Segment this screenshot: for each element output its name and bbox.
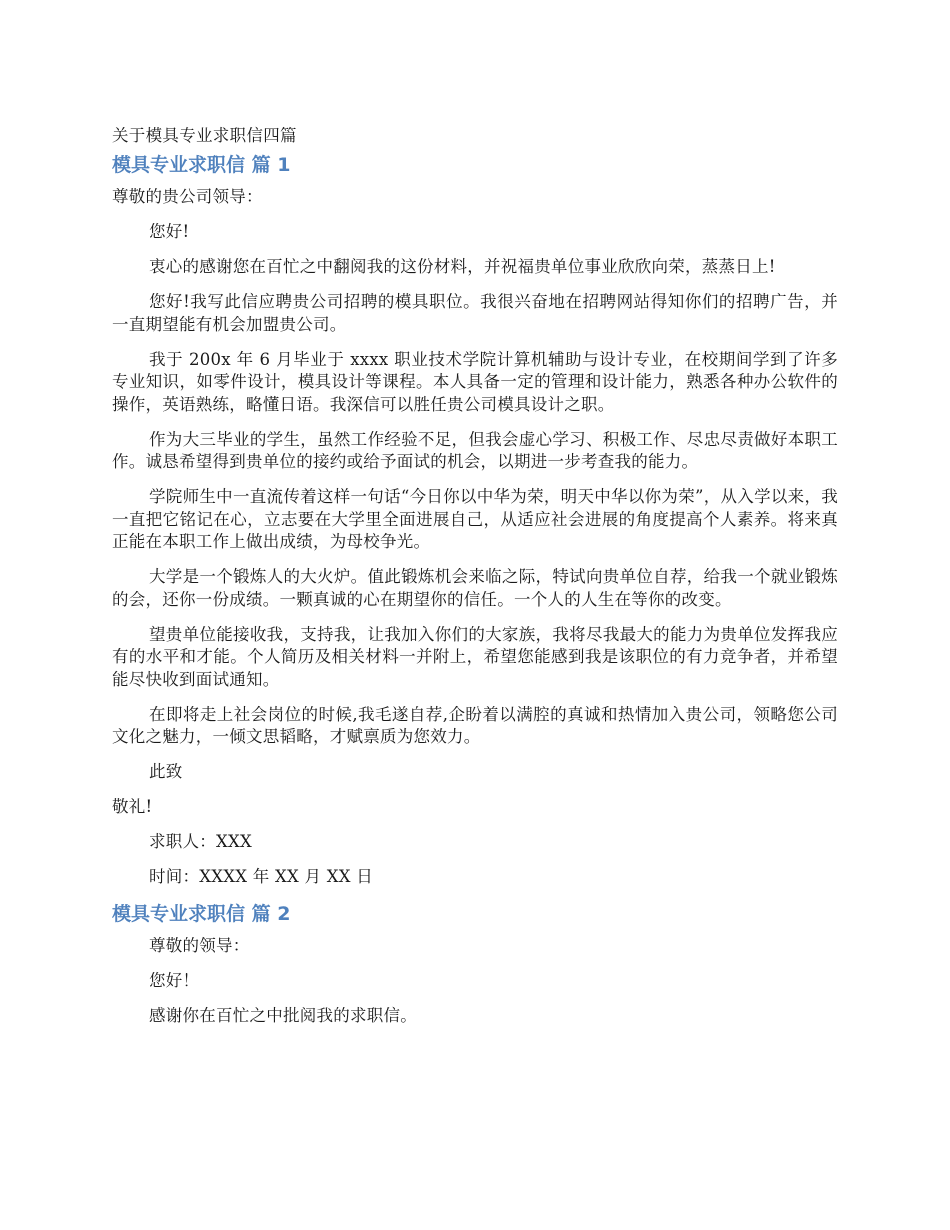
section-heading-1: 模具专业求职信 篇 1 (112, 154, 291, 176)
closing: 此致 (149, 762, 183, 781)
body-paragraph: 我于 200x 年 6 月毕业于 xxxx 职业技术学院计算机辅助与设计专业，在校期间学到了许多专业知识，如零件设计，模具设计等课程。本人具备一定的管理和设计能力，熟悉各种办公软件的操作，英语熟练，略懂日语。我深信可以胜任贵公司模具设计之职。 (112, 349, 838, 414)
body-paragraph: 望贵单位能接收我，支持我，让我加入你们的大家族，我将尽我最大的能力为贵单位发挥我应有的水平和才能。个人简历及相关材料一并附上，希望您能感到我是该职位的有力竞争者，并希望能尽快收到面试通知。 (112, 624, 838, 689)
body-paragraph: 作为大三毕业的学生，虽然工作经验不足，但我会虚心学习、积极工作、尽忠尽责做好本职工作。诚恳希望得到贵单位的接约或给予面试的机会，以期进一步考查我的能力。 (112, 429, 838, 471)
body-paragraph: 感谢你在百忙之中批阅我的求职信。 (149, 1006, 417, 1025)
greeting: 您好! (149, 222, 190, 241)
body-paragraph: 您好!我写此信应聘贵公司招聘的模具职位。我很兴奋地在招聘网站得知你们的招聘广告，并一直期望能有机会加盟贵公司。 (112, 292, 838, 334)
document-title: 关于模具专业求职信四篇 (112, 126, 297, 145)
regards: 敬礼! (112, 797, 153, 816)
salutation: 尊敬的贵公司领导： (112, 187, 263, 206)
salutation: 尊敬的领导： (149, 936, 250, 955)
applicant-line: 求职人：XXX (149, 832, 252, 851)
section-heading-2: 模具专业求职信 篇 2 (112, 903, 291, 925)
body-paragraph: 大学是一个锻炼人的大火炉。值此锻炼机会来临之际，特试向贵单位自荐，给我一个就业锻炼的会，还你一份成绩。一颗真诚的心在期望你的信任。一个人的人生在等你的改变。 (112, 567, 838, 609)
greeting: 您好！ (149, 971, 200, 990)
body-paragraph: 在即将走上社会岗位的时候,我毛遂自荐,企盼着以满腔的真诚和热情加入贵公司，领略您公司文化之魅力，一倾文思韬略，才赋禀质为您效力。 (112, 704, 838, 746)
date-line: 时间：XXXX 年 XX 月 XX 日 (149, 867, 373, 886)
body-paragraph: 学院师生中一直流传着这样一句话“今日你以中华为荣，明天中华以你为荣”，从入学以来，我一直把它铭记在心，立志要在大学里全面进展自己，从适应社会进展的角度提高个人素养。将来真正能在本职工作上做出成绩，为母校争光。 (112, 487, 838, 551)
body-paragraph: 衷心的感谢您在百忙之中翻阅我的这份材料，并祝福贵单位事业欣欣向荣，蒸蒸日上! (149, 257, 776, 276)
